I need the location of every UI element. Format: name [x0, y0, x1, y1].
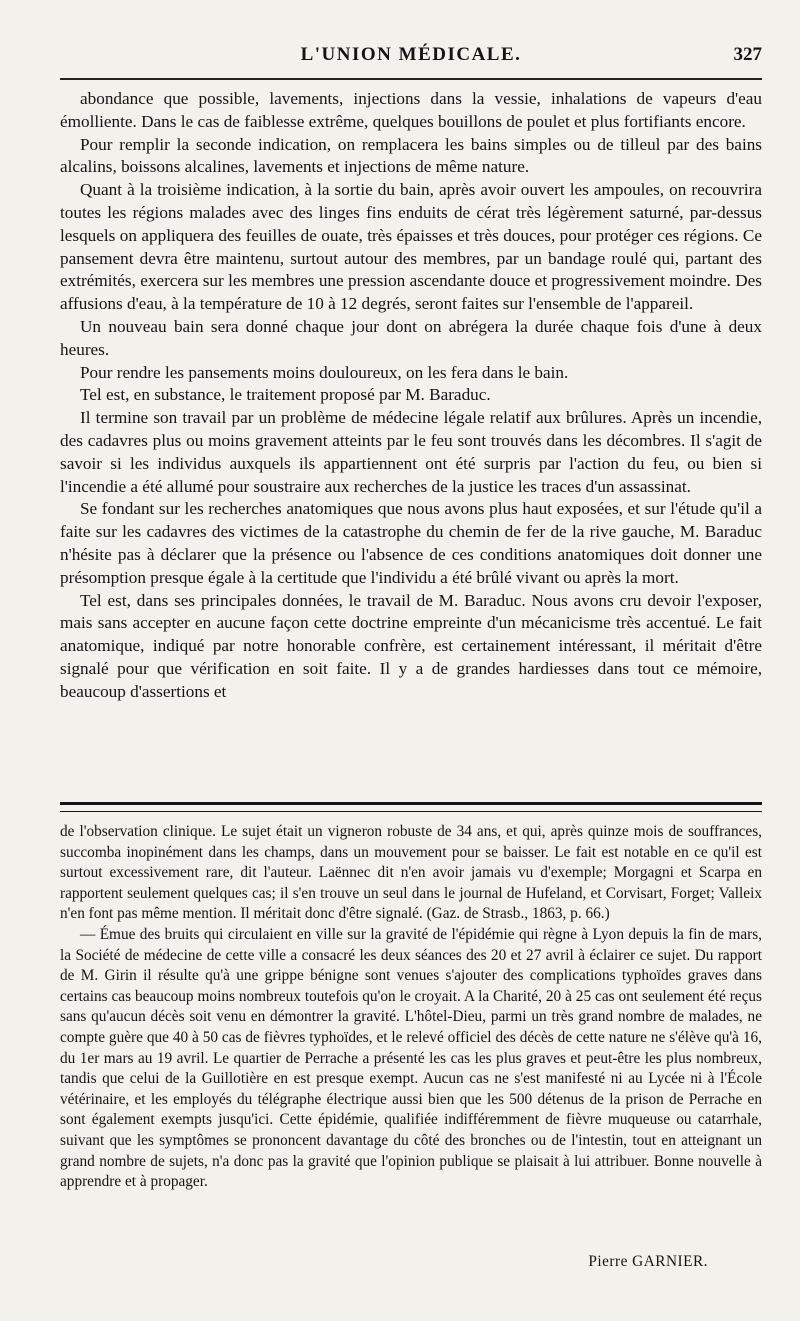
running-title: L'UNION MÉDICALE.: [300, 44, 522, 65]
paragraph: Pour remplir la seconde indication, on remplacera les bains simples ou de tilleul par des bains alcalins, boissons alcalines, lavements et injections de même nature.: [60, 134, 762, 177]
feuilleton-text: [60, 822, 762, 1193]
paragraph: Un nouveau bain sera donné chaque jour dont on abrégera la durée chaque fois d'une à deux heures.: [60, 316, 762, 359]
section-divider: [60, 802, 762, 812]
paragraph: abondance que possible, lavements, injections dans la vessie, inhalations de vapeurs d'eau émolliente. Dans le cas de faiblesse extrême, quelques bouillons de poulet et plus fortifiants encore.: [60, 89, 762, 131]
paragraph: Se fondant sur les recherches anatomiques que nous avons plus haut exposées, et sur l'étude qu'il a faite sur les cadavres des victimes de la catastrophe du chemin de fer de la rive gauche, M. Baraduc n'hésite pas à déclarer que la présence ou l'absence de ces conditions anatomiques doit donner une présomption presque égale à la certitude que l'individu a été brûlé vivant ou après la mort.: [60, 499, 762, 587]
feuilleton-paragraph: — Émue des bruits qui circulaient en ville sur la gravité de l'épidémie qui règne à Lyon depuis la fin de mars, la Société de médecine de cette ville a consacré les deux séances des 20 et 27 avril à éclairer ce sujet. Du rapport de M. Girin il résulte qu'à une grippe bénigne sont venues s'ajouter des complications typhoïdes graves dans certains cas beaucoup moins nombreux toutefois qu'on le croyait. A la Charité, 20 à 25 cas ont seulement été reçus sans qu'aucun décès soit venu en démontrer la gravité. L'hôtel-Dieu, parmi un très grand nombre de malades, ne compte guère que 40 à 50 cas de fièvres typhoïdes, et le relevé officiel des décès de cette nature ne s'élève qu'à 16, du 1er mars au 19 avril. Le quartier de Perrache a présenté les cas les plus graves et peut-être les plus nombreux, tandis que celui de la Guillotière en est presque exempt. Aucun cas ne s'est manifesté ni au Lycée ni à l'École vétérinaire, et les employés du télégraphe électrique aussi bien que les 500 détenus de la prison de Perrache en sont également exempts jusqu'ici. Cette épidémie, qualifiée indifféremment de fièvre muqueuse ou catarrhale, suivant que les symptômes se prononcent davantage du côté des bronches ou de l'intestin, tout en atteignant un grand nombre de sujets, n'a donc pas la gravité que l'opinion publique se plaisait à lui attribuer. Bonne nouvelle à apprendre et à propager.: [60, 925, 762, 1191]
paragraph: Il termine son travail par un problème de médecine légale relatif aux brûlures. Après un incendie, des cadavres plus ou moins gravement atteints par le feu sont trouvés dans les décombres. Il s'agit de savoir si les individus auxquels ils appartiennent ont été surpris par l'action du feu, ou bien si l'incendie a été allumé pour soustraire aux recherches de la justice les traces d'un assassinat.: [60, 408, 762, 496]
paragraph: Tel est, dans ses principales données, le travail de M. Baraduc. Nous avons cru devoir l'exposer, mais sans accepter en aucune façon cette doctrine empreinte d'un mécanicisme très accentué. Le fait anatomique, indiqué par notre honorable confrère, est certainement intéressant, il méritait d'être signalé pour que vérification en soit faite. Il y a de grandes hardiesses dans tout ce mémoire, beaucoup d'assertions et: [60, 590, 762, 701]
paragraph: Pour rendre les pansements moins douloureux, on les fera dans le bain.: [80, 362, 569, 382]
paragraph: Quant à la troisième indication, à la sortie du bain, après avoir ouvert les ampoules, on recouvrira toutes les régions malades avec des linges fins enduits de cérat très légèrement saturné, par-dessus lesquels on appliquera des feuilles de ouate, très épaisses et très douces, pour protéger ces régions. Ce pansement devra être maintenu, surtout autour des membres, par un bandage roulé qui, partant des extrémités, exercera sur les membres une pression ascendante douce et progressivement moindre. Des affusions d'eau, à la température de 10 à 12 degrés, seront faites sur l'ensemble de l'appareil.: [60, 180, 762, 314]
main-text: [60, 88, 762, 704]
paragraph: Tel est, en substance, le traitement proposé par M. Baraduc.: [80, 385, 491, 405]
header-rule: [60, 78, 762, 80]
page-header: [60, 44, 762, 74]
author-signature: Pierre GARNIER.: [588, 1253, 708, 1270]
page-number: 327: [733, 44, 762, 65]
feuilleton-paragraph: de l'observation clinique. Le sujet était un vigneron robuste de 34 ans, et qui, après quinze mois de souffrances, succomba inopinément dans les champs, dans un mouvement pour se baisser. Le fait est notable en ce qu'il est surtout excessivement rare, dit l'auteur. Laënnec dit n'en avoir jamais vu d'exemple; Morgagni et Scarpa en rapportent seulement quelques cas; il s'en trouve un seul dans le journal de Hufeland, et Corvisart, Forget; Valleix n'en font pas même mention. Il méritait donc d'être signalé. (Gaz. de Strasb., 1863, p. 66.): [60, 823, 762, 923]
